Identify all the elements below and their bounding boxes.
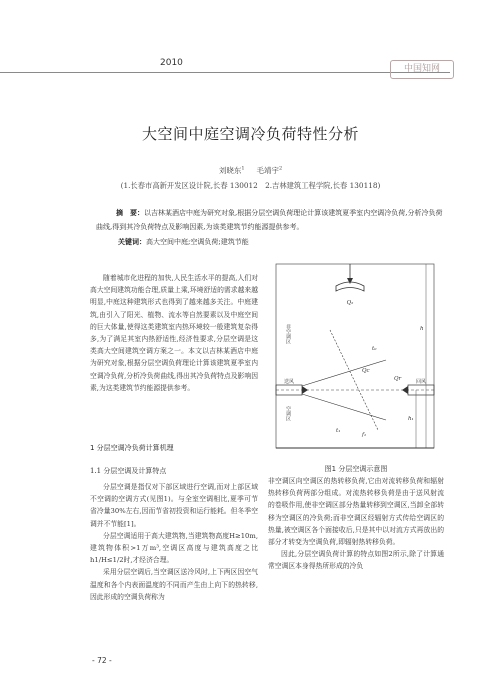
cnki-watermark: 中国知网 [390,60,454,79]
authors [0,165,501,176]
supply-arrowhead [302,386,308,394]
jet-line-2 [302,394,386,420]
author-1: 刘晓东 [218,166,242,175]
author-2-mark: 2 [278,165,283,172]
figure-1-schematic [266,260,446,458]
heat-arrowhead-top [347,278,353,284]
label-q2: Q₂ [346,300,354,306]
section-heading-1: 1 分层空调冷负荷计算机理 [90,444,174,452]
return-arrowhead [402,386,408,394]
label-h1: h₁ [408,416,414,422]
author-2: 毛靖宇 [256,166,279,175]
label-h: h [420,326,424,332]
paragraph-1-1c: 采用分层空调后,当空调区送冷风时,上下两区因空气温度和各个内表面温度的不同而产生由上向下的热转移,因此形成的空调负荷称为 [90,568,258,601]
right-paragraph-1: 非空调区向空调区的热转移负荷,它由对流转移负荷和辐射热转移负荷两部分组成。对流热转移负荷是由于送风射流的卷吸作用,使非空调区部分热量转移到空调区,当卸全部转移为空调区的冷负荷;而非空调区经辐射方式传给空调区的热量,被空调区各个面接收后,只是其中以对流方式再放出的部分才转变为空调负荷,即辐射热转移负荷。 [268,477,444,547]
right-paragraph-2: 因此,分层空调负荷计算的特点如图2所示,除了计算通常空调区本身得热所形成的冷负 [268,550,444,571]
header-rule [0,72,450,73]
paragraph-1-1a: 分层空调是指仅对下部区域进行空调,而对上部区域不空调的空调方式(见图1)。与全室空调相比,夏季可节省冷量30%左右,因而节省初投资和运行能耗。但冬季空调并不节能[1]。 [90,483,258,528]
label-t0: t₀ [372,346,377,352]
page-number: - 72 - [92,656,112,665]
keywords-text: 高大空间中庭;空调负荷;建筑节能 [146,238,249,246]
figure-1-caption: 图1 分层空调示意图 [324,465,388,473]
paragraph-1-1b: 分层空调适用于高大建筑物,当建筑物高度H≥10m,建筑物体积>1万m³,空调区高度与建筑高度之比h1/H≤1/2时,才经济合理。 [90,531,258,565]
label-qr: Qr [394,376,402,382]
keywords-label: 关键词： [118,238,146,246]
label-return-air: 回风 [415,379,427,385]
section-1-1-text [90,481,258,603]
label-f1: f₁ [362,432,367,438]
abstract [96,207,448,234]
right-column-text [268,475,444,573]
abstract-text: 以吉林某酒店中庭为研究对象,根据分层空调负荷理论计算该建筑夏季室内空调冷负荷,分析冷负荷曲线,得到其冷负荷特点及影响因素,为该类建筑节约能源提供参考。 [96,209,443,231]
affiliation: (1.长春市高新开发区设计院,长春 130012 2.吉林建筑工程学院,长春 130118) [120,181,381,190]
paper-title: 大空间中庭空调冷负荷特性分析 [141,125,359,143]
intro-paragraph: 随着城市化进程的加快,人民生活水平的提高,人们对高大空间建筑功能合理,质量上乘,环境舒适的需求越来越明显,中庭这种建筑形式也得到了越来越多关注。中庭建筑,由引入了阳光、植物、流水等自然要素以及中庭空间的巨大体量,使得这类建筑室内热环境较一般建筑复杂得多,为了满足其室内热舒适性,经济性要求,分层空调是这类高大空间建筑空调方案之一。本文以吉林某酒店中庭为研究对象,根据分层空调负荷理论计算该建筑夏季室内空调冷负荷,分析冷负荷曲线,得出其冷负荷特点及影响因素,为这类建筑节约能源提供参考。 [90,274,258,392]
author-1-mark: 1 [241,165,245,172]
subsection-heading-1-1: 1.1 分层空调及计算特点 [90,467,167,475]
issue-year: 2010 [160,58,183,68]
label-ac-zone: 空调区 [285,406,291,421]
label-t1: t₁ [336,428,341,434]
label-supply-air: 送风 [283,379,295,385]
abstract-label: 摘 要： [116,209,144,217]
label-qc: Qc [362,368,370,374]
jet-line-1 [302,360,386,386]
label-non-ac-zone: 非空调区 [285,324,291,344]
keywords [118,237,448,247]
